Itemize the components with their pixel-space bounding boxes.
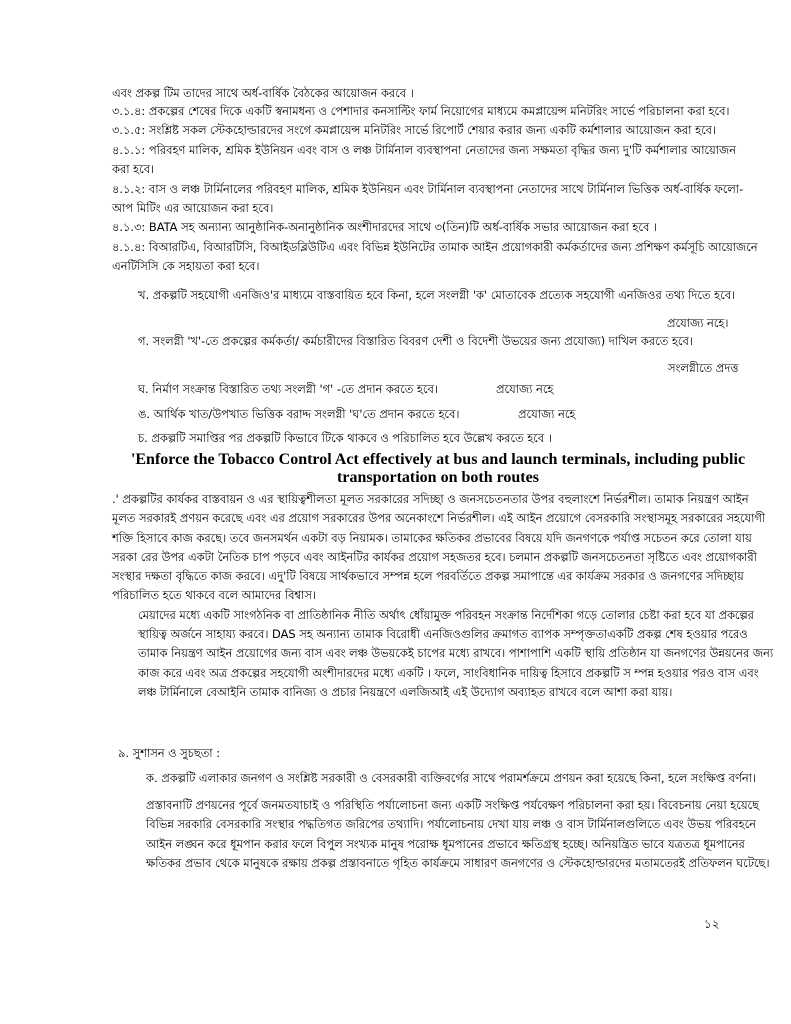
- item-kha: খ. প্রকল্পটি সহযোগী এনজিও'র মাধ্যমে বাস্তবায়িত হবে কিনা, হলে সংলগ্নী 'ক' মোতাবেক প্রত্যেক সহযোগী এনজিওর তথ্য দিতে হবে।: [138, 288, 736, 302]
- governance-text: [146, 796, 774, 873]
- item-gha: ঘ. নির্মাণ সংক্রান্ত বিস্তারিত তথ্য সংলগ্নী 'গ' -তে প্রদান করতে হবে।: [138, 382, 438, 396]
- sustainability-text: [112, 490, 774, 702]
- text-line: ৪.১.১: পরিবহণ মালিক, শ্রমিক ইউনিয়ন এবং বাস ও লঞ্চ টার্মিনাল ব্যবস্থাপনা নেতাদের জন্য সক্ষমতা বৃদ্ধির জন্য দু'টি কর্মশালার আয়োজন: [112, 143, 736, 157]
- text-line: ৩.১.৪: প্রকল্পের শেষের দিকে একটি স্বনামধন্য ও পেশাদার কনসাল্টিং ফার্ম নিয়োগের মাধ্যমে কমপ্লায়েন্স মনিটরিং সার্ভে পরিচালনা করা হবে।: [112, 104, 730, 118]
- item-umo-answer: প্রযোজ্য নহে: [518, 407, 576, 421]
- text-line: ৪.১.৩: BATA সহ অন্যান্য আনুষ্ঠানিক-অনানুষ্ঠানিক অংশীদারদের সাথে ৩(তিন)টি অর্ধ-বার্ষিক সভার আয়োজন করা হবে ।: [112, 220, 658, 234]
- item-cha: চ. প্রকল্পটি সমাপ্তির পর প্রকল্পটি কিভাবে টিকে থাকবে ও পরিচালিত হবে উল্লেখ করতে হবে ।: [138, 431, 552, 445]
- text-line: করা হবে।: [112, 162, 155, 176]
- body-paragraph: প্রস্তাবনাটি প্রণয়নের পূর্বে জনমতযাচাই ও পরিস্থিতি পর্যালোচনা জন্য একটি সংক্ষিপ্ত পর্যবেক্ষণ পরিচালনা করা হয়। বিবেচনায় নেয়া হয়েছে বিভিন্ন সরকারি বেসরকারি সংস্থার পদ্ধতিগত জরিপের তথ্যাদি। পর্যালোচনায় দেখা যায় লঞ্চ ও বাস টার্মিনালগুলিতে এবং উভয় পরিবহনে আইন লঙ্ঘন করে ধূমপান করার ফলে বিপুল সংখ্যক মানুষ পরোক্ষ ধূমপানের প্রভাবে ক্ষতিগ্রস্থ হচ্ছে। অনিয়ন্ত্রিত ভাবে যত্রতত্র ধূমপানের ক্ষতিকর প্রভাব থেকে মানুষকে রক্ষায় প্রকল্প প্রস্তাবনাতে গৃহিত কার্যক্রমে সাধারণ জনগণের ও স্টেকহোল্ডারদের মতামতেরই প্রতিফলন ঘটেছে।: [146, 798, 770, 870]
- heading-line: 'Enforce the Tobacco Control Act effectively at bus and launch terminals, including public: [130, 451, 746, 468]
- text-line: ৪.১.৪: বিআরটিএ, বিআরটিসি, বিআইডব্লিউটিএ এবং বিভিন্ন ইউনিটের তামাক আইন প্রয়োগকারী কর্মকর্তাদের জন্য প্রশিক্ষণ কর্মসূচি আয়োজনে: [112, 240, 758, 254]
- section-title: ৯. সুশাসন ও সুচছতা :: [118, 746, 221, 760]
- item-gha-answer: প্রযোজ্য নহে: [496, 382, 554, 396]
- text-line: এনটিসিসি কে সহায়তা করা হবে।: [112, 259, 260, 273]
- project-title-heading: [118, 451, 758, 487]
- body-paragraph: মেয়াদের মধ্যে একটি সাংগঠনিক বা প্রাতিষ্ঠানিক নীতি অর্থাৎ ধোঁয়ামুক্ত পরিবহন সংক্রান্ত নির্দেশিকা গড়ে তোলার চেষ্টা করা হবে যা প্রকল্পের স্থায়িত্ব অর্জনে সাহায্য করবে। DAS সহ অন্যান্য তামাক বিরোধী এনজিওগুলির ক্রমাগত ব্যাপক সম্পৃক্ততাএকটি প্রকল্প শেষ হওয়ার পরেও তামাক নিয়ন্ত্রণ আইন প্রয়োগের জন্য বাস এবং লঞ্চ উভয়কেই চাপের মধ্যে রাখবে। পাশাপাশি একটি স্থায়ি প্রতিষ্ঠান যা জনগণের উন্নয়নের জন্য কাজ করে এবং অত্র প্রকল্পের সহযোগী অংশীদারদের মধ্যে একটি । ফলে, সাংবিধানিক দায়িত্ব হিসাবে প্রকল্পটি স ম্পন্ন হওয়ার পরও বাস এবং লঞ্চ টার্মিনালে বেআইনি তামাক বানিজ্য ও প্রচার নিয়ন্ত্রণে এলজিআই এই উদ্যোগ অব্যাহত রাখবে বলে আশা করা যায়।: [138, 607, 774, 699]
- section-item-ka: ক. প্রকল্পটি এলাকার জনগণ ও সংশ্লিষ্ট সরকারী ও বেসরকারী ব্যক্তিবর্গের সাথে পরামর্শক্রমে প্রণয়ন করা হয়েছে কিনা, হলে সংক্ষিপ্ত বর্ণনা।: [146, 771, 757, 785]
- text-line: ৪.১.২: বাস ও লঞ্চ টার্মিনালের পরিবহণ মালিক, শ্রমিক ইউনিয়ন এবং টার্মিনাল ব্যবস্থাপনা নেতাদের সাথে টার্মিনাল ভিত্তিক অর্ধ-বার্ষিক ফলো-: [112, 182, 744, 196]
- item-kha-answer: প্রযোজ্য নহে।: [667, 316, 729, 330]
- page-number: ১২: [704, 917, 720, 931]
- text-line: ৩.১.৫: সংশ্লিষ্ট সকল স্টেকহোল্ডারদের সংগে কমপ্লায়েন্স মনিটরিং সার্ভে রিপোর্ট শেয়ার করার জন্য একটি কর্মশালার আয়োজন করা হবে।: [112, 123, 717, 137]
- item-umo: ঙ. আর্থিক খাত/উপখাত ভিত্তিক বরাদ্দ সংলগ্নী 'ঘ'তে প্রদান করতে হবে।: [138, 407, 460, 421]
- item-ga: গ. সংলগ্নী 'খ'-তে প্রকল্পের কর্মকর্তা/ কর্মচারীদের বিস্তারিত বিবরণ দেশী ও বিদেশী উভয়ের জন্য প্রযোজ্য) দাখিল করতে হবে।: [138, 334, 693, 348]
- item-ga-answer: সংলগ্নীতে প্রদত্ত: [668, 361, 739, 375]
- body-paragraph: .' প্রকল্পটির কার্যকর বাস্তবায়ন ও এর স্থায়িত্বশীলতা মূলত সরকারের সদিচ্ছা ও জনসচেতনতার উপর বহুলাংশে নির্ভরশীল। তামাক নিয়ন্ত্রণ আইন মূলত সরকারই প্রণয়ন করেছে এবং এর প্রয়োগ সরকারের উপর অনেকাংশে নির্ভরশীল। এই আইন প্রয়োগে বেসরকারি সংস্থাসমূহ সরকারের সহযোগী শক্তি হিসাবে কাজ করছে। তবে জনসমর্থন একটা বড় নিয়ামক। তামাকের ক্ষতিকর প্রভাবের বিষয়ে যদি জনগণকে পর্যাপ্ত সচেতন করে তোলা যায় সরকা রের উপর একটা নৈতিক চাপ পড়বে এবং আইনটির কার্যকর প্রয়োগ সহজতর হবে। চলমান প্রকল্পটি জনসচেতনতা সৃষ্টিতে এবং প্রয়োগকারী সংস্থার দক্ষতা বৃদ্ধিতে কাজ করবে। এদু'টি বিষয়ে সার্থকভাবে সম্পন্ন হলে পরবর্তিতে প্রকল্প সমাপান্তে এর কার্যক্রম সরকার ও জনগণের সদিচ্ছায় পরিচালিত হতে থাকবে বলে আমাদের বিশ্বাস।: [112, 492, 766, 603]
- text-line: এবং প্রকল্প টিম তাদের সাথে অর্ধ-বার্ষিক বৈঠকের আয়োজন করবে ।: [112, 86, 414, 100]
- heading-line: transportation on both routes: [337, 469, 539, 486]
- text-line: আপ মিটিং এর আয়োজন করা হবে।: [112, 201, 274, 215]
